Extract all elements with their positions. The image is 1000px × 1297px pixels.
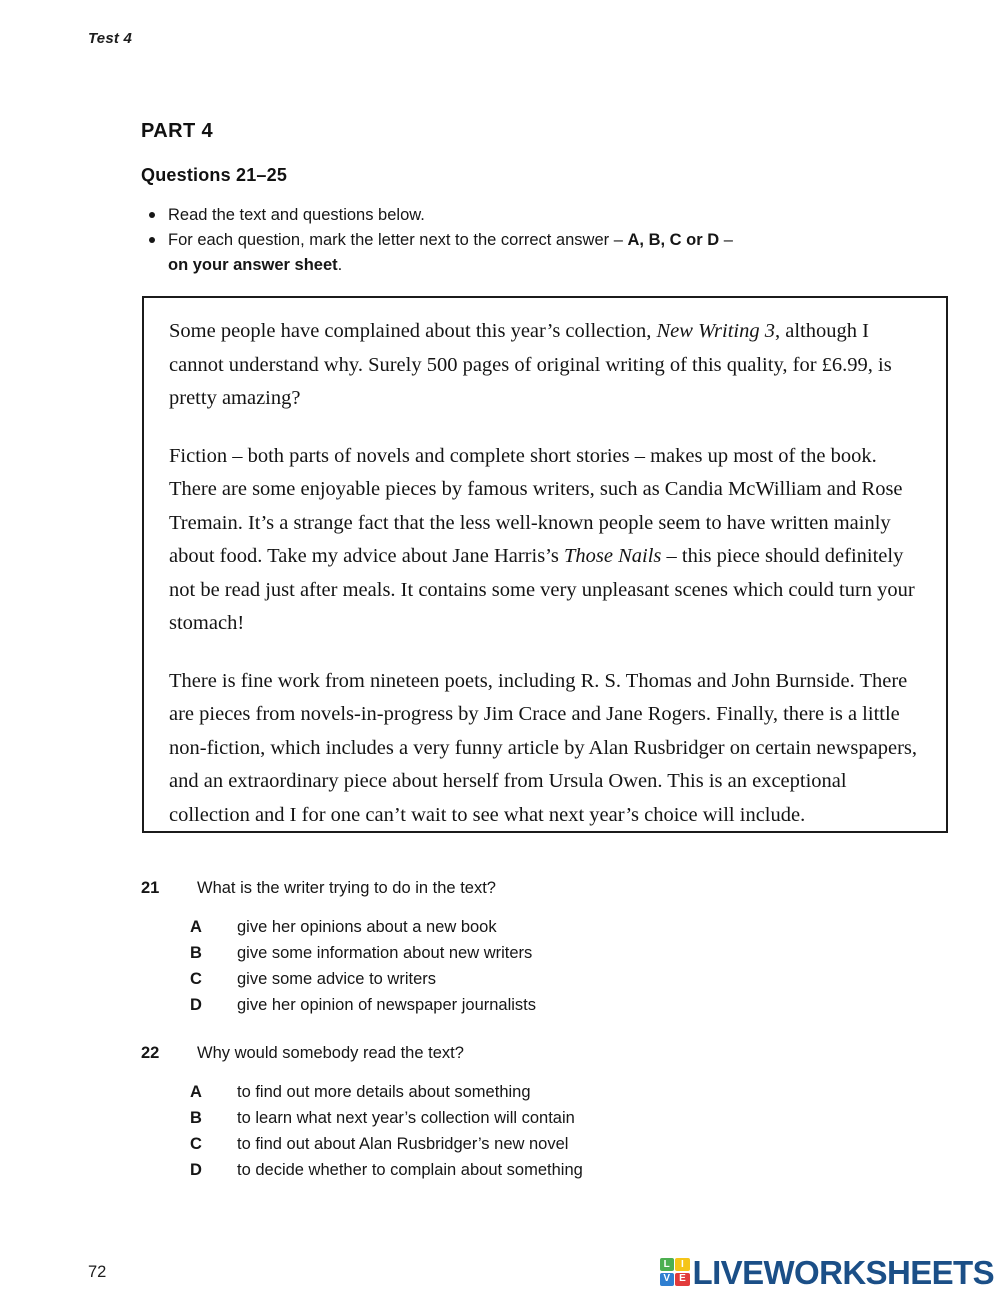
instruction-text-2-tail: .	[337, 256, 343, 274]
option-text: to find out about Alan Rusbridger’s new novel	[237, 1135, 569, 1153]
passage-p2-seg1: Fiction – both parts of novels and complete short stories – makes up most of the book. There are some enjoyable pieces by famous writers, such as Candia McWilliam and Rose Tremain. It’s a strange fact that the less well-known people seem to have written mainly about food. Take my advice about Jane Harris’s	[169, 444, 903, 567]
option-text: to find out more details about something	[237, 1083, 531, 1101]
passage-paragraph-3	[169, 665, 926, 833]
reading-passage-box	[142, 296, 948, 833]
bullet-icon	[149, 237, 155, 243]
passage-paragraph-1	[169, 315, 926, 416]
logo-wordmark: LIVEWORKSHEETS	[692, 1253, 994, 1291]
instruction-item-2	[141, 228, 931, 278]
option-letter: D	[190, 996, 202, 1014]
question-21	[141, 879, 941, 1022]
reading-passage-content	[169, 315, 926, 832]
logo-tile-v: V	[660, 1273, 674, 1286]
option-21-b[interactable]	[141, 944, 941, 970]
page-title: PART 4	[141, 120, 214, 142]
passage-p2-seg3: – this piece should definitely not be read just after meals. It contains some very unpleasant scenes which could turn your stomach!	[169, 545, 915, 634]
instruction-item-1	[141, 203, 931, 228]
bullet-icon	[149, 212, 155, 218]
question-21-options	[141, 918, 941, 1022]
passage-p3-seg1: There is fine work from nineteen poets, including R. S. Thomas and John Burnside. There are pieces from novels-in-progress by Jim Crace and Jane Rogers. Finally, there is a little non-fiction, which includes a very funny article by Alan Rusbridger on certain newspapers, and an extraordinary piece about herself from Ursula Owen. This is an exceptional collection and I for one can’t wait to see what next year’s choice will include.	[169, 669, 918, 826]
question-22-header	[141, 1044, 941, 1070]
option-text: give her opinion of newspaper journalists	[237, 996, 537, 1014]
question-21-prompt: What is the writer trying to do in the text?	[197, 879, 496, 897]
question-22	[141, 1044, 941, 1187]
passage-p2-title-italic: Those Nails	[563, 545, 662, 567]
passage-paragraph-2	[169, 440, 926, 641]
option-letter: B	[190, 1109, 202, 1127]
question-22-prompt: Why would somebody read the text?	[197, 1044, 464, 1062]
question-22-number: 22	[141, 1044, 160, 1062]
option-letter: B	[190, 944, 202, 962]
instructions-list	[141, 203, 931, 278]
option-letter: C	[190, 1135, 202, 1153]
passage-p1-seg1: Some people have complained about this year’s collection,	[169, 320, 657, 342]
logo-tile-l: L	[660, 1258, 674, 1271]
question-22-options	[141, 1083, 941, 1187]
option-text: give her opinions about a new book	[237, 918, 497, 936]
instruction-text-2-prefix: For each question, mark the letter next to the correct answer –	[168, 231, 628, 249]
instruction-answer-sheet-emphasis: on your answer sheet	[168, 256, 338, 274]
logo-tile-i: I	[675, 1258, 689, 1271]
option-letter: C	[190, 970, 202, 988]
option-text: give some information about new writers	[237, 944, 533, 962]
option-22-c[interactable]	[141, 1135, 941, 1161]
option-21-d[interactable]	[141, 996, 941, 1022]
option-22-b[interactable]	[141, 1109, 941, 1135]
question-21-number: 21	[141, 879, 160, 897]
logo-tile-e: E	[675, 1273, 689, 1286]
questions-range-heading: Questions 21–25	[141, 165, 288, 185]
option-letter: A	[190, 1083, 202, 1101]
option-text: to decide whether to complain about something	[237, 1161, 583, 1179]
option-22-d[interactable]	[141, 1161, 941, 1187]
option-22-a[interactable]	[141, 1083, 941, 1109]
option-21-a[interactable]	[141, 918, 941, 944]
question-21-header	[141, 879, 941, 905]
option-letter: D	[190, 1161, 202, 1179]
passage-p1-title-italic: New Writing 3	[656, 320, 775, 342]
page-number: 72	[88, 1263, 107, 1281]
instruction-answer-letters: A, B, C or D	[627, 231, 720, 249]
liveworksheets-logo[interactable]	[660, 1252, 994, 1292]
live-tiles-icon	[660, 1258, 690, 1286]
option-21-c[interactable]	[141, 970, 941, 996]
passage-p1-seg3: , although I cannot understand why. Surely 500 pages of original writing of this quality, for £6.99, is pretty amazing?	[169, 320, 892, 409]
option-letter: A	[190, 918, 202, 936]
instruction-text-1: Read the text and questions below.	[168, 206, 425, 224]
instruction-text-2-suffix: –	[719, 231, 733, 249]
option-text: give some advice to writers	[237, 970, 436, 988]
option-text: to learn what next year’s collection will contain	[237, 1109, 575, 1127]
running-head: Test 4	[88, 30, 132, 47]
